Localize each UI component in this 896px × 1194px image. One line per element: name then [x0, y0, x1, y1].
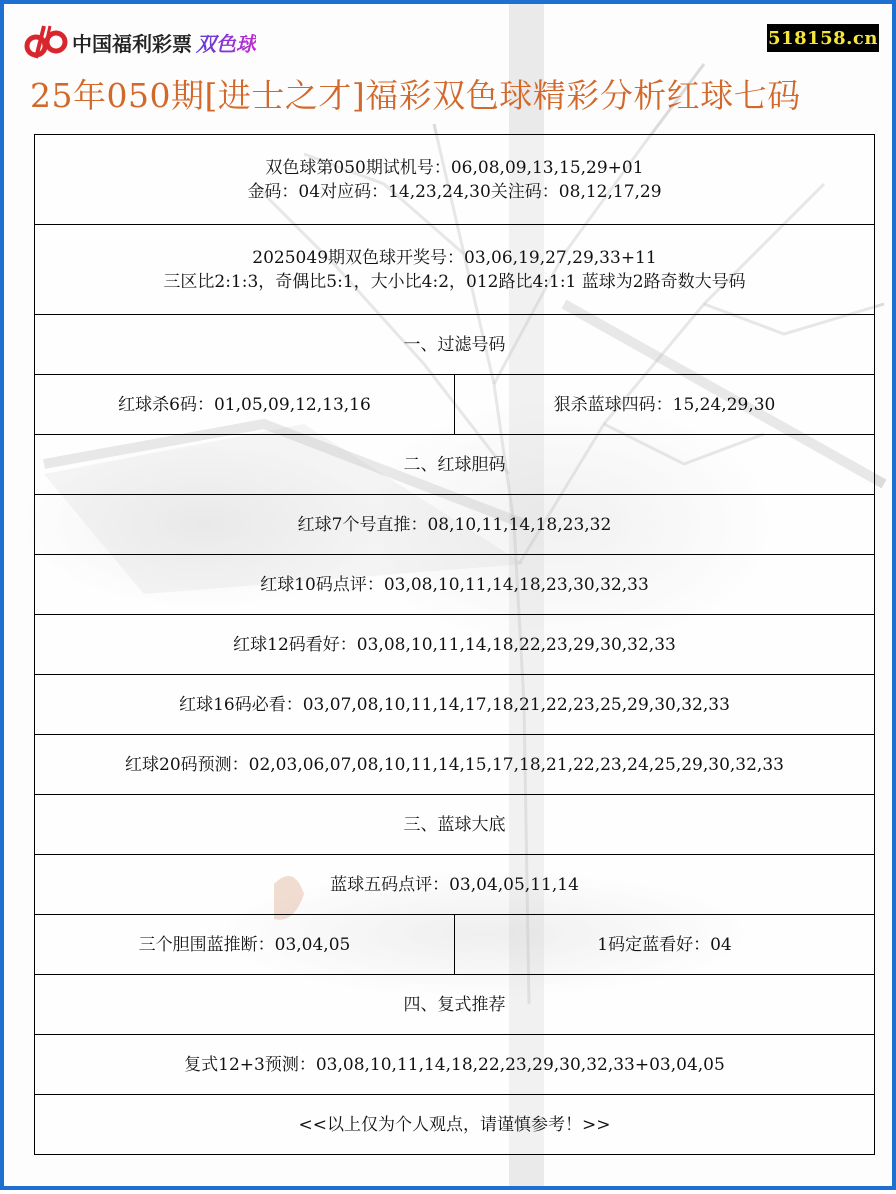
section-heading: 三、蓝球大底 [35, 795, 875, 855]
table-row [35, 1035, 875, 1095]
red-16-cell: 红球16码必看：03,07,08,10,11,14,17,18,21,22,23,25,29,30,32,33 [35, 675, 875, 735]
table-row [35, 975, 875, 1035]
red-20-cell: 红球20码预测：02,03,06,07,08,10,11,14,15,17,18,21,22,23,24,25,29,30,32,33 [35, 735, 875, 795]
blue-5-cell: 蓝球五码点评：03,04,05,11,14 [35, 855, 875, 915]
table-row [35, 615, 875, 675]
table-row [35, 795, 875, 855]
section-heading: 一、过滤号码 [35, 315, 875, 375]
table-row [35, 735, 875, 795]
last-draw-cell [35, 225, 875, 315]
trial-numbers: 双色球第050期试机号：06,08,09,13,15,29+01 [265, 157, 644, 178]
table-row [35, 495, 875, 555]
table-row [35, 315, 875, 375]
blue-1-cell: 1码定蓝看好：04 [455, 915, 875, 975]
disclaimer-cell: <<以上仅为个人观点，请谨慎参考！>> [35, 1095, 875, 1155]
kill-red-cell: 红球杀6码：01,05,09,12,13,16 [35, 375, 455, 435]
trial-numbers-cell [35, 135, 875, 225]
red-12-cell: 红球12码看好：03,08,10,11,14,18,22,23,29,30,32,33 [35, 615, 875, 675]
table-row [35, 135, 875, 225]
analysis-table [34, 134, 875, 1155]
last-draw-numbers: 2025049期双色球开奖号：03,06,19,27,29,33+11 [252, 247, 657, 268]
compound-cell: 复式12+3预测：03,08,10,11,14,18,22,23,29,30,32,33+03,04,05 [35, 1035, 875, 1095]
welfare-lottery-logo-icon [24, 24, 68, 60]
last-draw-stats: 三区比2:1:3，奇偶比5:1，大小比4:2，012路比4:1:1 蓝球为2路奇数大号码 [163, 271, 746, 292]
table-row [35, 915, 875, 975]
table-row [35, 675, 875, 735]
table-row [35, 555, 875, 615]
kill-blue-cell: 狠杀蓝球四码：15,24,29,30 [455, 375, 875, 435]
site-badge: 518158.cn [767, 24, 879, 52]
red-10-cell: 红球10码点评：03,08,10,11,14,18,23,30,32,33 [35, 555, 875, 615]
table-row [35, 375, 875, 435]
section-heading: 二、红球胆码 [35, 435, 875, 495]
table-row [35, 225, 875, 315]
logo-text: 中国福利彩票 [72, 31, 192, 56]
focus-numbers: 金码：04对应码：14,23,24,30关注码：08,12,17,29 [247, 181, 662, 202]
section-heading: 四、复式推荐 [35, 975, 875, 1035]
table-row [35, 1095, 875, 1155]
page-title: 25年050期[进士之才]福彩双色球精彩分析红球七码 [30, 76, 801, 115]
logo-brand: 双色球 [196, 28, 256, 57]
logo [24, 24, 256, 60]
table-row [35, 435, 875, 495]
table-row [35, 855, 875, 915]
blue-3-cell: 三个胆围蓝推断：03,04,05 [35, 915, 455, 975]
red-7-cell: 红球7个号直推：08,10,11,14,18,23,32 [35, 495, 875, 555]
